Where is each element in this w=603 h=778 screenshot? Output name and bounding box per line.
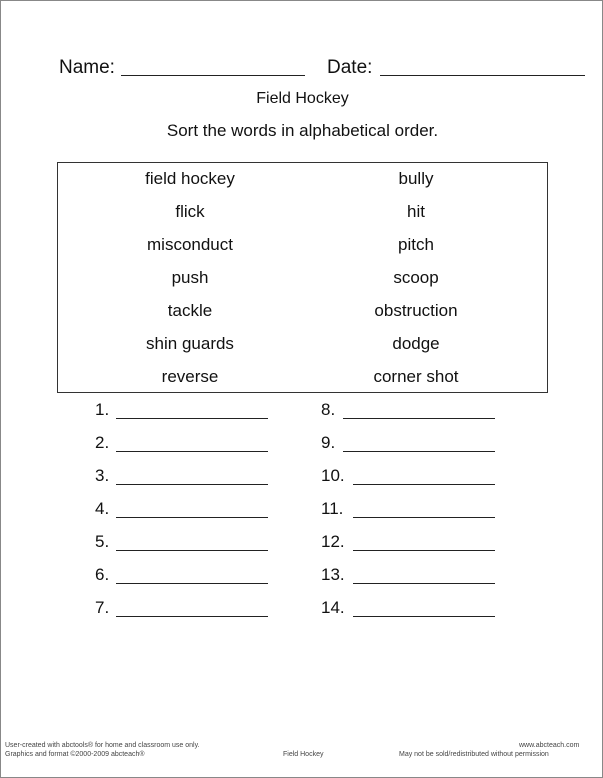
answer-blank-line[interactable] (353, 484, 495, 485)
word-bank-item: hit (407, 202, 425, 221)
footer-credit: User-created with abctools® for home and classroom use only. (5, 742, 200, 749)
word-bank-box (57, 162, 548, 393)
word-bank-item: misconduct (147, 235, 233, 254)
date-label: Date: (327, 57, 373, 78)
answer-number: 11. (321, 499, 344, 518)
answer-number: 9. (321, 433, 336, 452)
answer-number: 10. (321, 466, 345, 485)
answer-number: 4. (95, 499, 110, 518)
worksheet-title: Field Hockey (256, 90, 349, 107)
word-bank-item: corner shot (373, 367, 459, 386)
word-bank-item: obstruction (374, 301, 458, 320)
answer-number: 5. (95, 532, 110, 551)
answer-number: 8. (321, 400, 336, 419)
answer-number: 1. (95, 400, 110, 419)
word-bank-item: shin guards (146, 334, 234, 353)
word-bank-item: field hockey (145, 169, 235, 188)
footer-link[interactable]: www.abcteach.com (519, 742, 580, 749)
name-label: Name: (59, 57, 115, 78)
answer-blank-line[interactable] (343, 451, 495, 452)
word-bank-item: flick (175, 202, 205, 221)
answer-number: 3. (95, 466, 110, 485)
word-bank-item: reverse (161, 367, 219, 386)
date-blank-line (380, 75, 585, 76)
answer-blank-line[interactable] (353, 517, 495, 518)
answer-blank-line[interactable] (353, 616, 495, 617)
word-bank-item: dodge (392, 334, 440, 353)
answer-blank-line[interactable] (116, 583, 268, 584)
answer-blank-line[interactable] (116, 484, 268, 485)
answer-number: 6. (95, 565, 110, 584)
answer-blank-line[interactable] (353, 583, 495, 584)
answer-blank-line[interactable] (116, 550, 268, 551)
word-bank-item: push (171, 268, 209, 287)
answer-blank-line[interactable] (116, 418, 268, 419)
answer-blank-line[interactable] (116, 451, 268, 452)
instructions: Sort the words in alphabetical order. (166, 121, 439, 140)
answer-number: 14. (321, 598, 345, 617)
answer-number: 7. (95, 598, 110, 617)
name-blank-line (121, 75, 305, 76)
footer-copyright: Graphics and format ©2000-2009 abcteach® (5, 751, 145, 758)
answer-number: 12. (321, 532, 345, 551)
footer-title: Field Hockey (283, 751, 324, 758)
word-bank-item: bully (398, 169, 434, 188)
word-bank-item: scoop (393, 268, 439, 287)
answer-blank-line[interactable] (353, 550, 495, 551)
answer-blank-line[interactable] (116, 517, 268, 518)
answer-blank-line[interactable] (343, 418, 495, 419)
word-bank-item: pitch (398, 235, 434, 254)
footer-note: May not be sold/redistributed without permission (399, 751, 549, 758)
answer-number: 2. (95, 433, 110, 452)
answer-number: 13. (321, 565, 345, 584)
answer-blank-line[interactable] (116, 616, 268, 617)
word-bank-item: tackle (167, 301, 213, 320)
